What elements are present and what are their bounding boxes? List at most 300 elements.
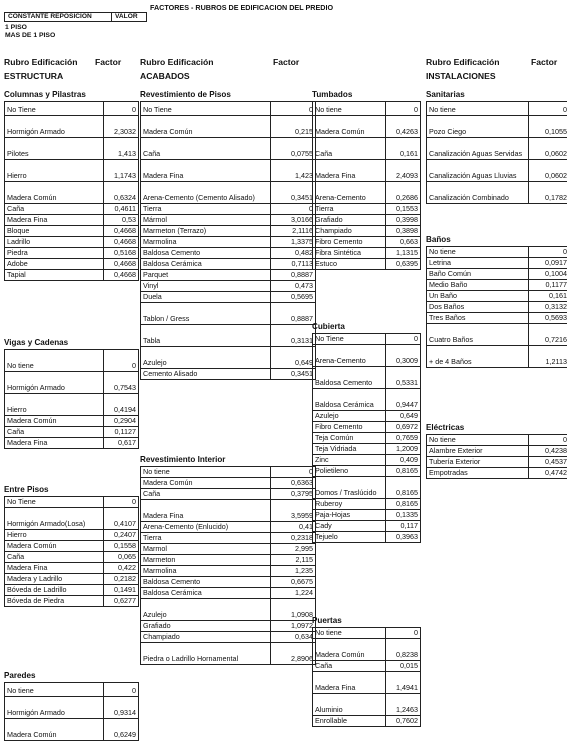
rubro-cell: No Tiene (5, 102, 104, 116)
factor-cell: 0 (104, 350, 139, 372)
rubro-cell: Marmeton (141, 555, 271, 566)
table-row (141, 182, 316, 204)
piso-label-2: MAS DE 1 PISO (5, 32, 56, 39)
table-row (141, 489, 316, 500)
factor-cell: 0,3795 (271, 489, 316, 500)
factor-cell: 0,7602 (386, 716, 421, 727)
factor-cell: 0,6675 (271, 577, 316, 588)
rubro-cell: Madera Común (5, 541, 104, 552)
rubro-cell: Madera Común (141, 478, 271, 489)
rubro-cell: Paja-Hojas (313, 510, 386, 521)
table-row (5, 574, 139, 585)
table-row (141, 347, 316, 369)
table-row (141, 500, 316, 522)
rubro-cell: Canalización Combinado (427, 182, 529, 204)
rubro-cell: Madera Fina (5, 215, 104, 226)
rubro-cell: Hierro (5, 394, 104, 416)
rubro-cell: Tablon / Gress (141, 303, 271, 325)
rubro-cell: Bóveda de Ladrillo (5, 585, 104, 596)
factor-cell: 0,3132 (529, 302, 567, 313)
factor-cell: 0,53 (104, 215, 139, 226)
table-row (141, 369, 316, 380)
table-row (427, 457, 567, 468)
table-row (427, 247, 567, 258)
table-row (313, 716, 421, 727)
rubro-cell: Madera Común (313, 116, 386, 138)
factor-cell: 0,3451 (271, 182, 316, 204)
table-row (313, 694, 421, 716)
rubro-cell: Caña (5, 204, 104, 215)
rubro-cell: Vinyl (141, 281, 271, 292)
factor-cell: 0,482 (271, 248, 316, 259)
table-row (5, 204, 139, 215)
table-row (5, 182, 139, 204)
rubro-cell: Tejuelo (313, 532, 386, 543)
constante-label: CONSTANTE REPOSICION (5, 13, 112, 22)
table-row (5, 552, 139, 563)
factor-table-tumbados (312, 101, 421, 270)
table-row (313, 367, 421, 389)
table-row (5, 160, 139, 182)
constante-valor: VALOR (112, 13, 147, 22)
factor-cell: 0,8165 (386, 499, 421, 510)
factor-cell: 0,9447 (386, 389, 421, 411)
table-row (141, 215, 316, 226)
factor-cell: 0,3998 (386, 215, 421, 226)
factor-cell: 0,161 (529, 291, 567, 302)
factor-cell: 0,4263 (386, 116, 421, 138)
factor-cell: 2,995 (271, 544, 316, 555)
factor-cell: 0,117 (386, 521, 421, 532)
factor-cell: 0,5695 (271, 292, 316, 303)
rubro-cell: Teja Común (313, 433, 386, 444)
table-row (5, 438, 139, 449)
rubro-cell: Bóveda de Piedra (5, 596, 104, 607)
rubro-cell: Piedra (5, 248, 104, 259)
table-row (5, 259, 139, 270)
rubro-cell: Tapial (5, 270, 104, 281)
factor-cell: 2,1116 (271, 226, 316, 237)
factor-cell: 2,4093 (386, 160, 421, 182)
rubro-cell: Hierro (5, 530, 104, 541)
factor-cell: 0 (104, 497, 139, 508)
rubro-cell: Caña (5, 427, 104, 438)
table-row (313, 444, 421, 455)
factor-table-revestimiento-de-pisos (140, 101, 316, 380)
table-row (313, 334, 421, 345)
rubro-cell: No Tiene (5, 497, 104, 508)
rubro-cell: Tubería Exterior (427, 457, 529, 468)
factor-cell: 0 (529, 435, 567, 446)
rubro-cell: Arena-Cemento (Enlucido) (141, 522, 271, 533)
table-row (313, 499, 421, 510)
section-title-sanitarias: Sanitarias (426, 90, 465, 99)
factor-cell: 0,1055 (529, 116, 567, 138)
table-row (5, 416, 139, 427)
rubro-cell: Parquet (141, 270, 271, 281)
table-row (141, 621, 316, 632)
rubro-cell: Ruberoy (313, 499, 386, 510)
factor-table-vigas-y-cadenas (4, 349, 139, 449)
factor-cell: 0,4194 (104, 394, 139, 416)
factor-cell: 0,2182 (104, 574, 139, 585)
rubro-cell: Grafiado (141, 621, 271, 632)
rubro-cell: Baldosa Cerámica (313, 389, 386, 411)
table-row (141, 632, 316, 643)
column-group-estructura: ESTRUCTURA (4, 71, 64, 81)
table-row (141, 588, 316, 599)
table-row (141, 478, 316, 489)
factor-cell: 0,4668 (104, 237, 139, 248)
rubro-cell: Domos / Traslúcido (313, 477, 386, 499)
rubro-cell: Ladrillo (5, 237, 104, 248)
table-row (5, 530, 139, 541)
table-row (313, 116, 421, 138)
factor-cell: 0 (271, 102, 316, 116)
table-row (313, 639, 421, 661)
table-row (141, 522, 316, 533)
factor-table-electricas (426, 434, 567, 479)
table-row (313, 259, 421, 270)
table-row (313, 433, 421, 444)
rubro-cell: Tierra (141, 533, 271, 544)
factor-cell: 2,8906 (271, 643, 316, 665)
factor-cell: 2,3032 (104, 116, 139, 138)
table-row (313, 672, 421, 694)
table-row (5, 541, 139, 552)
section-title-banos: Baños (426, 235, 451, 244)
rubro-cell: No tiene (313, 102, 386, 116)
table-row (5, 697, 139, 719)
table-row (427, 302, 567, 313)
table-row (427, 102, 567, 116)
table-row (141, 599, 316, 621)
rubro-cell: Canalización Aguas Lluvias (427, 160, 529, 182)
rubro-cell: Teja Vidriada (313, 444, 386, 455)
factor-cell: 0,3009 (386, 345, 421, 367)
rubro-cell: Arena-Cemento (313, 345, 386, 367)
table-row (141, 259, 316, 270)
rubro-cell: Hormigón Armado(Losa) (5, 508, 104, 530)
table-row (427, 269, 567, 280)
factor-cell: 1,3375 (271, 237, 316, 248)
table-row (427, 138, 567, 160)
rubro-cell: Azulejo (313, 411, 386, 422)
table-row (141, 248, 316, 259)
table-row (5, 248, 139, 259)
factor-cell: 0,7113 (271, 259, 316, 270)
column-header-factor: Factor (95, 57, 122, 67)
rubro-cell: Madera Común (5, 182, 104, 204)
table-row (5, 596, 139, 607)
factor-cell: 1,423 (271, 160, 316, 182)
factor-cell: 0,8165 (386, 477, 421, 499)
table-row (141, 204, 316, 215)
factor-cell: 0 (529, 247, 567, 258)
rubro-cell: Hierro (5, 160, 104, 182)
rubro-cell: Baño Común (427, 269, 529, 280)
rubro-cell: Baldosa Cemento (141, 248, 271, 259)
table-row (141, 467, 316, 478)
factor-cell: 0,649 (386, 411, 421, 422)
factor-cell: 0,1491 (104, 585, 139, 596)
table-row (141, 544, 316, 555)
table-row (313, 532, 421, 543)
factor-cell: 0,6363 (271, 478, 316, 489)
rubro-cell: No Tiene (313, 334, 386, 345)
factor-cell: 1,2009 (386, 444, 421, 455)
section-title-cubierta: Cubierta (312, 322, 345, 331)
rubro-cell: Alambre Exterior (427, 446, 529, 457)
factor-table-columnas-y-pilastras (4, 101, 139, 281)
section-title-revestimiento-de-pisos: Revestimiento de Pisos (140, 90, 231, 99)
table-row (313, 345, 421, 367)
column-group-instalaciones: INSTALACIONES (426, 71, 496, 81)
table-row (141, 237, 316, 248)
rubro-cell: Hormigón Armado (5, 372, 104, 394)
factor-cell: 0,1553 (386, 204, 421, 215)
rubro-cell: Fibro Cemento (313, 237, 386, 248)
rubro-cell: Pilotes (5, 138, 104, 160)
factor-cell: 0,8887 (271, 303, 316, 325)
factor-cell: 0,8238 (386, 639, 421, 661)
factor-cell: 0,0917 (529, 258, 567, 269)
table-row (313, 466, 421, 477)
factor-cell: 0,473 (271, 281, 316, 292)
table-row (313, 422, 421, 433)
section-title-puertas: Puertas (312, 616, 342, 625)
table-row (427, 116, 567, 138)
factor-table-cubierta (312, 333, 421, 543)
column-header-factor: Factor (273, 57, 300, 67)
table-row (141, 577, 316, 588)
table-row (5, 215, 139, 226)
factor-table-banos (426, 246, 567, 368)
table-row (141, 226, 316, 237)
rubro-cell: Madera Común (5, 416, 104, 427)
factor-cell: 0,5168 (104, 248, 139, 259)
factor-cell: 0,1335 (386, 510, 421, 521)
rubro-cell: Madera Fina (313, 672, 386, 694)
table-row (5, 497, 139, 508)
rubro-cell: Madera Fina (5, 438, 104, 449)
factor-cell: 0,4668 (104, 259, 139, 270)
table-row (5, 372, 139, 394)
table-row (427, 435, 567, 446)
page-title: FACTORES - RUBROS DE EDIFICACION DEL PREDIO (150, 3, 334, 12)
factor-cell: 1,413 (104, 138, 139, 160)
factor-cell: 0,1782 (529, 182, 567, 204)
table-row (427, 182, 567, 204)
factor-cell: 0 (529, 102, 567, 116)
table-row (5, 563, 139, 574)
table-row (427, 346, 567, 368)
rubro-cell: Madera Fina (5, 563, 104, 574)
table-row (5, 102, 139, 116)
section-title-paredes: Paredes (4, 671, 36, 680)
rubro-cell: Aluminio (313, 694, 386, 716)
factor-cell: 0,1558 (104, 541, 139, 552)
rubro-cell: Piedra o Ladrillo Hornamental (141, 643, 271, 665)
rubro-cell: Azulejo (141, 347, 271, 369)
piso-label-1: 1 PISO (5, 24, 27, 31)
factor-cell: 0,4668 (104, 226, 139, 237)
factor-cell: 0,065 (104, 552, 139, 563)
factor-cell: 0,015 (386, 661, 421, 672)
table-row (141, 138, 316, 160)
table-row (5, 237, 139, 248)
factor-cell: 0,1004 (529, 269, 567, 280)
table-row (313, 226, 421, 237)
rubro-cell: No tiene (141, 467, 271, 478)
rubro-cell: No tiene (313, 628, 386, 639)
factor-cell: 0,617 (104, 438, 139, 449)
rubro-cell: Zinc (313, 455, 386, 466)
section-title-entre-pisos: Entre Pisos (4, 485, 49, 494)
factor-cell: 0,5331 (386, 367, 421, 389)
factor-cell: 1,235 (271, 566, 316, 577)
factor-cell: 1,2113 (529, 346, 567, 368)
table-row (313, 160, 421, 182)
section-title-columnas-y-pilastras: Columnas y Pilastras (4, 90, 86, 99)
table-row (141, 555, 316, 566)
rubro-cell: No tiene (5, 350, 104, 372)
rubro-cell: Caña (141, 138, 271, 160)
factor-cell: 0,9314 (104, 697, 139, 719)
table-row (313, 215, 421, 226)
table-row (5, 350, 139, 372)
table-row (5, 116, 139, 138)
rubro-cell: Letrina (427, 258, 529, 269)
factor-cell: 0,2904 (104, 416, 139, 427)
factor-cell: 0,409 (386, 455, 421, 466)
factor-cell: 0,649 (271, 347, 316, 369)
table-row (313, 237, 421, 248)
rubro-cell: Dos Baños (427, 302, 529, 313)
section-title-vigas-y-cadenas: Vigas y Cadenas (4, 338, 69, 347)
factor-cell: 1,224 (271, 588, 316, 599)
factor-cell: 0,4742 (529, 468, 567, 479)
rubro-cell: Madera Fina (313, 160, 386, 182)
table-row (141, 325, 316, 347)
rubro-cell: Un Baño (427, 291, 529, 302)
table-row (5, 394, 139, 416)
factor-cell: 1,4941 (386, 672, 421, 694)
table-row (313, 510, 421, 521)
section-title-tumbados: Tumbados (312, 90, 353, 99)
factor-cell: 0 (104, 102, 139, 116)
rubro-cell: Marmolina (141, 237, 271, 248)
rubro-cell: Bloque (5, 226, 104, 237)
factor-cell: 0 (386, 628, 421, 639)
factor-cell: 1,0908 (271, 599, 316, 621)
factor-cell: 0,0602 (529, 138, 567, 160)
rubro-cell: Baldosa Cemento (141, 577, 271, 588)
table-row (141, 566, 316, 577)
rubro-cell: Madera Fina (141, 160, 271, 182)
rubro-cell: Champiado (141, 632, 271, 643)
table-row (5, 427, 139, 438)
factor-cell: 0,4611 (104, 204, 139, 215)
factor-cell: 0,6972 (386, 422, 421, 433)
table-row (427, 313, 567, 324)
rubro-cell: Caña (313, 138, 386, 160)
table-row (313, 628, 421, 639)
section-title-revestimiento-interior: Revestimiento Interior (140, 455, 226, 464)
rubro-cell: + de 4 Baños (427, 346, 529, 368)
column-header-rubro: Rubro Edificación (140, 57, 214, 67)
table-row (313, 138, 421, 160)
factor-cell: 0,8887 (271, 270, 316, 281)
factor-cell: 0,4668 (104, 270, 139, 281)
factor-cell: 0,2407 (104, 530, 139, 541)
factor-table-sanitarias (426, 101, 567, 204)
factor-cell: 0,6277 (104, 596, 139, 607)
rubro-cell: No tiene (427, 102, 529, 116)
rubro-cell: Marmol (141, 544, 271, 555)
rubro-cell: Baldosa Cerámica (141, 259, 271, 270)
factor-cell: 0,5693 (529, 313, 567, 324)
table-row (5, 138, 139, 160)
table-row (427, 468, 567, 479)
rubro-cell: Tabla (141, 325, 271, 347)
rubro-cell: Madera y Ladrillo (5, 574, 104, 585)
rubro-cell: Caña (141, 489, 271, 500)
factor-cell: 0,422 (104, 563, 139, 574)
rubro-cell: Medio Baño (427, 280, 529, 291)
rubro-cell: Caña (5, 552, 104, 563)
factor-cell: 0,3451 (271, 369, 316, 380)
factor-cell: 0,41 (271, 522, 316, 533)
rubro-cell: Marmeton (Terrazo) (141, 226, 271, 237)
factor-cell: 0 (386, 334, 421, 345)
table-row (141, 116, 316, 138)
factor-cell: 0,1127 (104, 427, 139, 438)
column-header-rubro: Rubro Edificación (4, 57, 78, 67)
factor-cell: 0,7216 (529, 324, 567, 346)
table-row (427, 258, 567, 269)
table-row (5, 585, 139, 596)
table-row (141, 281, 316, 292)
table-row (5, 719, 139, 741)
constante-table (4, 12, 147, 22)
rubro-cell: Arena-Cemento (313, 182, 386, 204)
factor-cell: 0,215 (271, 116, 316, 138)
factor-cell: 0,4238 (529, 446, 567, 457)
rubro-cell: Tierra (313, 204, 386, 215)
factor-table-revestimiento-interior (140, 466, 316, 665)
rubro-cell: Cady (313, 521, 386, 532)
factor-cell: 0,2318 (271, 533, 316, 544)
rubro-cell: Canalización Aguas Servidas (427, 138, 529, 160)
factor-cell: 0,3898 (386, 226, 421, 237)
rubro-cell: No tiene (427, 247, 529, 258)
rubro-cell: Tres Baños (427, 313, 529, 324)
factor-table-entre-pisos (4, 496, 139, 607)
rubro-cell: Madera Común (141, 116, 271, 138)
factor-cell: 0,663 (386, 237, 421, 248)
rubro-cell: Cemento Alisado (141, 369, 271, 380)
factor-cell: 0,7659 (386, 433, 421, 444)
rubro-cell: Hormigón Armado (5, 116, 104, 138)
factor-cell: 0,6395 (386, 259, 421, 270)
factor-cell: 0,0755 (271, 138, 316, 160)
factor-cell: 0 (386, 102, 421, 116)
rubro-cell: Madera Común (313, 639, 386, 661)
column-header-rubro: Rubro Edificación (426, 57, 500, 67)
column-group-acabados: ACABADOS (140, 71, 190, 81)
table-row (313, 411, 421, 422)
